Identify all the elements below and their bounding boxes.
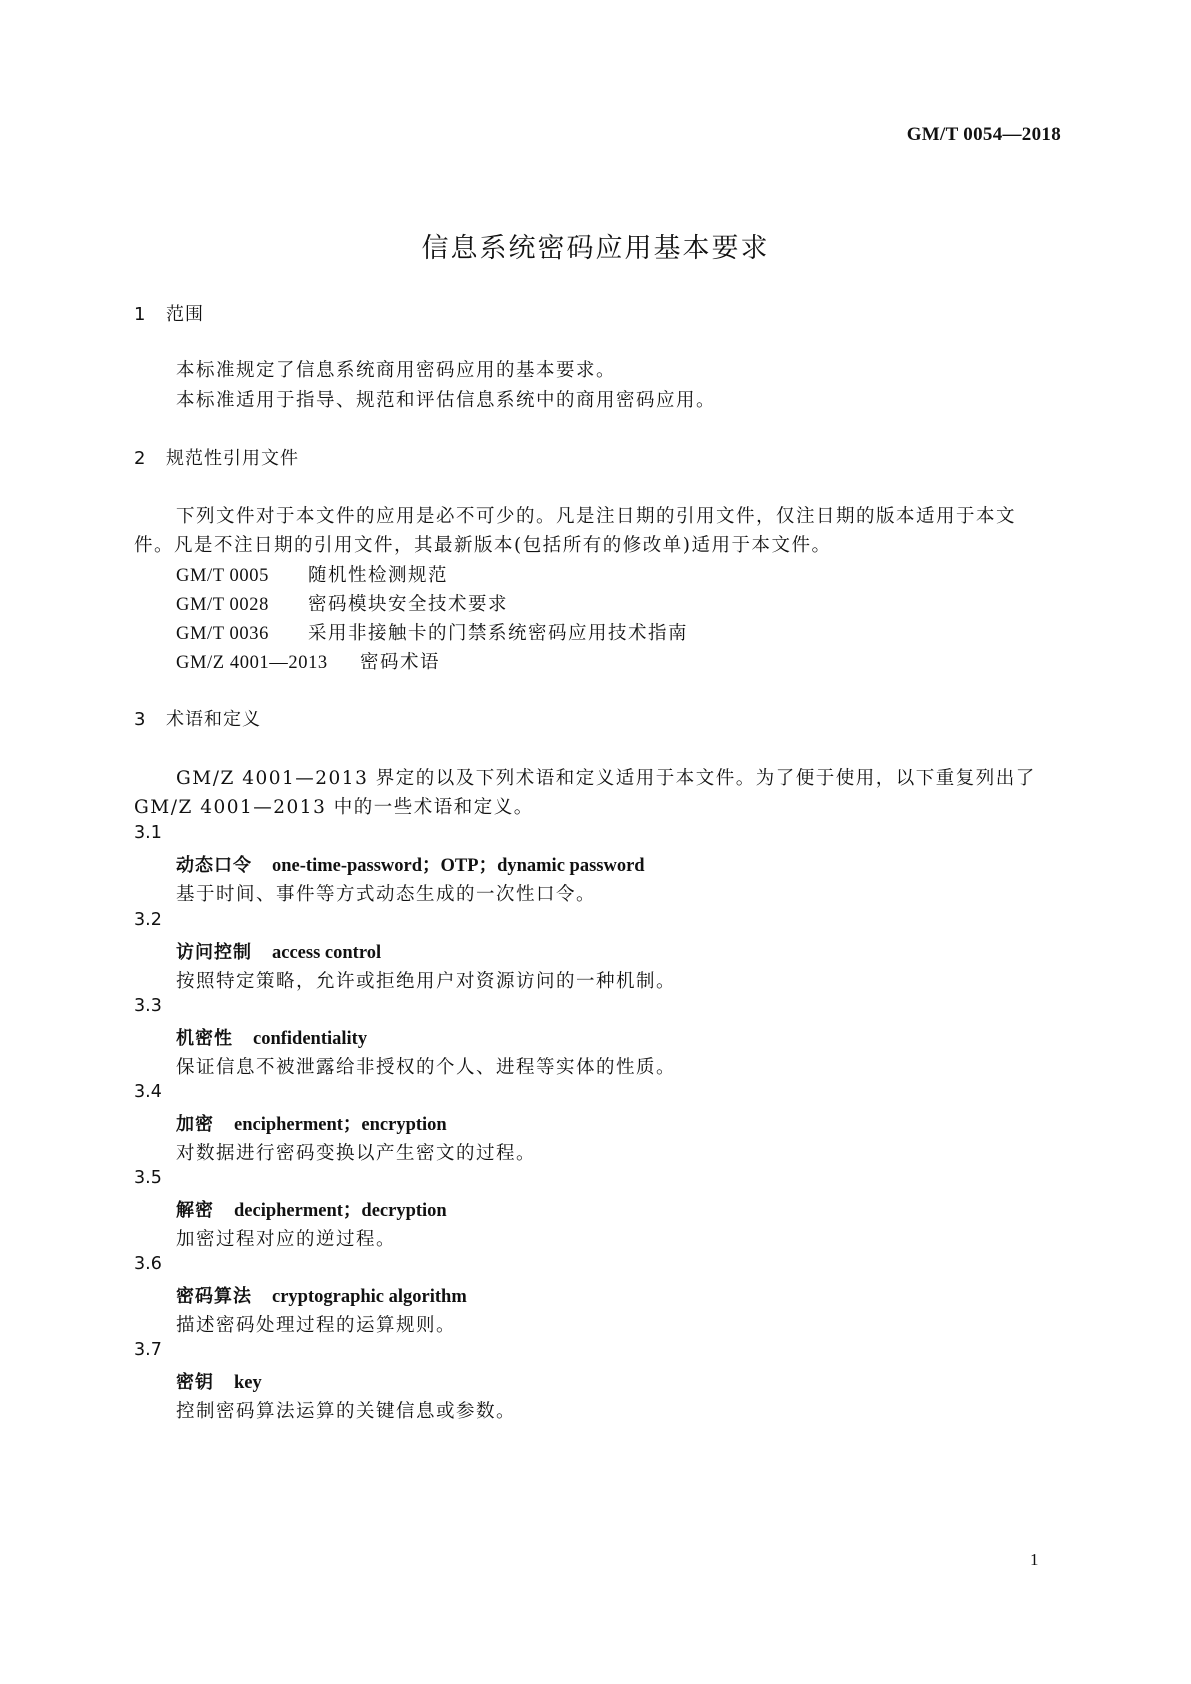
section-3-heading — [134, 705, 261, 731]
document-title: 信息系统密码应用基本要求 — [421, 233, 770, 264]
term-heading — [176, 851, 645, 877]
section-number: 2 — [134, 448, 147, 469]
section-1-heading — [134, 300, 204, 326]
section-2-heading — [134, 444, 299, 470]
reference-title: 随机性检测规范 — [308, 565, 449, 586]
term-heading — [176, 1110, 447, 1136]
term-number: 3.1 — [134, 823, 162, 843]
term-number: 3.2 — [134, 910, 162, 930]
term-chinese: 密钥 — [176, 1372, 214, 1393]
reference-item — [176, 561, 448, 587]
section-2-paragraph-line-1: 下列文件对于本文件的应用是必不可少的。凡是注日期的引用文件，仅注日期的版本适用于本文 — [176, 506, 1017, 527]
term-english: cryptographic algorithm — [272, 1287, 467, 1307]
reference-code: GM/Z 4001—2013 — [176, 653, 328, 673]
term-number: 3.3 — [134, 996, 162, 1016]
reference-code: GM/T 0036 — [176, 624, 269, 644]
term-heading — [176, 1024, 367, 1050]
section-1-paragraph-2: 本标准适用于指导、规范和评估信息系统中的商用密码应用。 — [176, 390, 717, 411]
term-definition: 控制密码算法运算的关键信息或参数。 — [176, 1401, 517, 1422]
term-chinese: 访问控制 — [176, 942, 252, 963]
term-english: one-time-password；OTP；dynamic password — [272, 856, 645, 876]
section-title: 范围 — [166, 304, 204, 325]
reference-title: 密码术语 — [360, 652, 441, 673]
term-definition: 对数据进行密码变换以产生密文的过程。 — [176, 1143, 537, 1164]
term-english: decipherment；decryption — [234, 1201, 447, 1221]
reference-title: 采用非接触卡的门禁系统密码应用技术指南 — [308, 623, 689, 644]
term-chinese: 密码算法 — [176, 1286, 252, 1307]
term-english: encipherment；encryption — [234, 1115, 447, 1135]
term-heading — [176, 1282, 467, 1308]
term-definition: 描述密码处理过程的运算规则。 — [176, 1315, 457, 1336]
standard-code: GM/T 0054—2018 — [906, 124, 1061, 145]
reference-code: GM/T 0028 — [176, 595, 269, 615]
term-definition: 加密过程对应的逆过程。 — [176, 1229, 397, 1250]
reference-code: GM/T 0005 — [176, 566, 269, 586]
term-chinese: 加密 — [176, 1114, 214, 1135]
term-definition: 保证信息不被泄露给非授权的个人、进程等实体的性质。 — [176, 1057, 677, 1078]
term-chinese: 解密 — [176, 1200, 214, 1221]
section-title: 规范性引用文件 — [166, 448, 299, 469]
term-heading — [176, 938, 381, 964]
term-english: access control — [272, 943, 382, 963]
section-title: 术语和定义 — [166, 709, 261, 730]
section-1-paragraph-1: 本标准规定了信息系统商用密码应用的基本要求。 — [176, 360, 617, 381]
term-number: 3.7 — [134, 1340, 162, 1360]
term-english: key — [234, 1373, 262, 1393]
term-english: confidentiality — [253, 1029, 368, 1049]
section-3-paragraph-line-1: GM/Z 4001—2013 界定的以及下列术语和定义适用于本文件。为了便于使用，以下重复列出了 — [176, 768, 1036, 789]
section-number: 1 — [134, 304, 147, 325]
reference-item — [176, 648, 440, 674]
term-number: 3.5 — [134, 1168, 162, 1188]
section-number: 3 — [134, 709, 147, 730]
section-2-paragraph-line-2: 件。凡是不注日期的引用文件，其最新版本(包括所有的修改单)适用于本文件。 — [134, 535, 832, 556]
term-definition: 按照特定策略，允许或拒绝用户对资源访问的一种机制。 — [176, 971, 677, 992]
reference-title: 密码模块安全技术要求 — [308, 594, 509, 615]
reference-item — [176, 619, 688, 645]
term-heading — [176, 1368, 262, 1394]
term-definition: 基于时间、事件等方式动态生成的一次性口令。 — [176, 884, 597, 905]
term-chinese: 机密性 — [176, 1028, 233, 1049]
term-number: 3.4 — [134, 1082, 162, 1102]
reference-item — [176, 590, 508, 616]
term-chinese: 动态口令 — [176, 855, 252, 876]
section-3-paragraph-line-2: GM/Z 4001—2013 中的一些术语和定义。 — [134, 797, 534, 818]
term-heading — [176, 1196, 447, 1222]
term-number: 3.6 — [134, 1254, 162, 1274]
page-number: 1 — [1030, 1550, 1039, 1569]
